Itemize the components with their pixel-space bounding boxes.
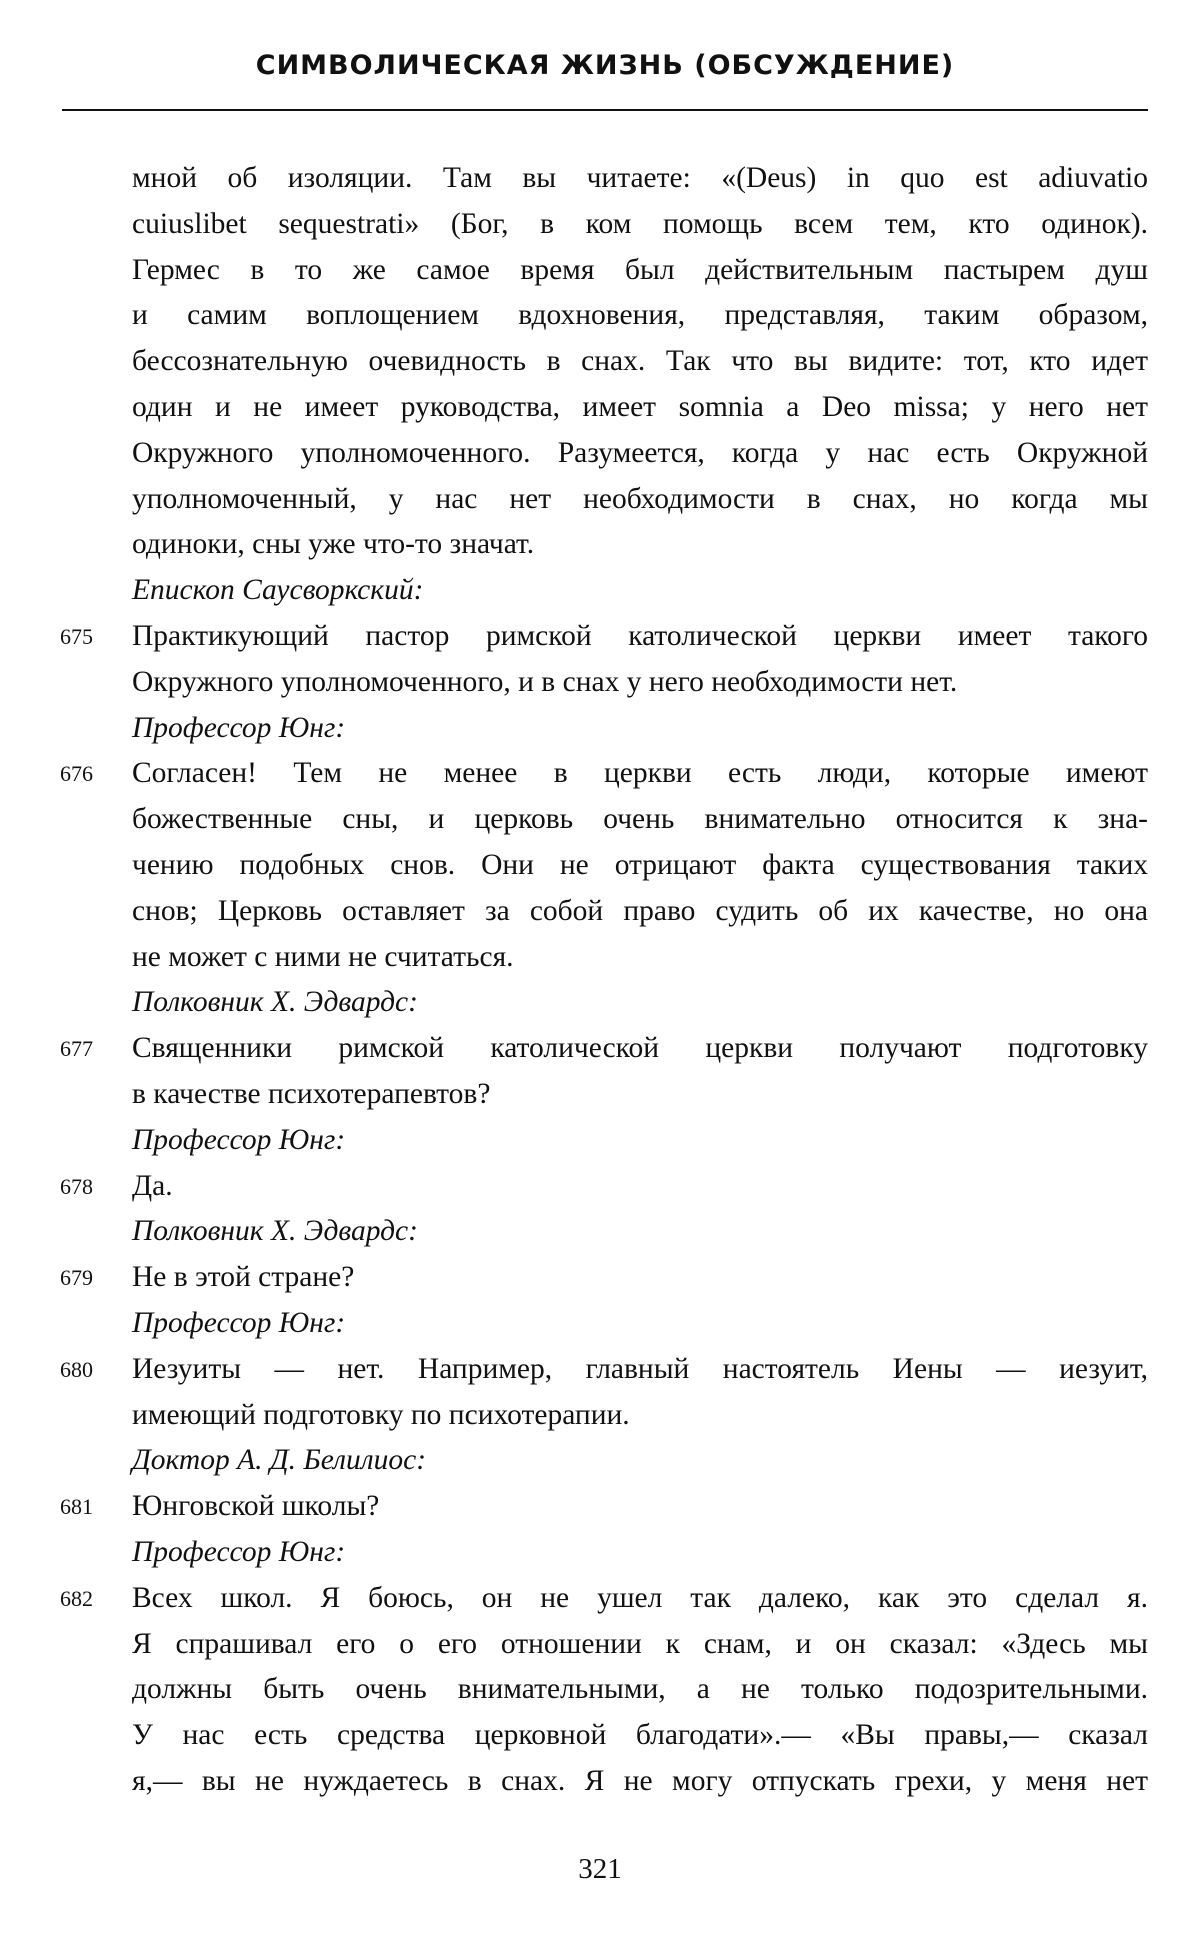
speaker-name: Полковник Х. Эдвардс: bbox=[132, 980, 1148, 1026]
text-line: Священники римской католической церкви получают подготовку bbox=[132, 1026, 1148, 1072]
text-line: Иезуиты — нет. Например, главный настоятель Иены — иезуит, bbox=[132, 1347, 1148, 1393]
speech-paragraph bbox=[132, 1164, 1148, 1210]
text-line: божественные сны, и церковь очень внимательно относится к зна- bbox=[132, 797, 1148, 843]
paragraph-number: 676 bbox=[60, 751, 93, 797]
page-number: 321 bbox=[0, 1853, 1200, 1886]
speech-paragraph bbox=[132, 1576, 1148, 1805]
text-line: Да. bbox=[132, 1164, 1148, 1210]
text-line: Я спрашивал его о его отношении к снам, и он сказал: «Здесь мы bbox=[132, 1622, 1148, 1668]
paragraph-number: 680 bbox=[60, 1347, 93, 1393]
speech-paragraph bbox=[132, 1255, 1148, 1301]
speech-paragraph bbox=[132, 1347, 1148, 1439]
text-line: Юнговской школы? bbox=[132, 1484, 1148, 1530]
text-line: Окружного уполномоченного, и в снах у него необходимости нет. bbox=[132, 660, 1148, 706]
speaker-name: Доктор А. Д. Белилиос: bbox=[132, 1438, 1148, 1484]
text-line: и самим воплощением вдохновения, представляя, таким образом, bbox=[132, 293, 1148, 339]
text-line: чению подобных снов. Они не отрицают факта существования таких bbox=[132, 843, 1148, 889]
text-line: cuiuslibet sequestrati» (Бог, в ком помощь всем тем, кто одинок). bbox=[132, 202, 1148, 248]
text-line: имеющий подготовку по психотерапии. bbox=[132, 1393, 1148, 1439]
paragraph-number: 682 bbox=[60, 1576, 93, 1622]
text-line: Окружного уполномоченного. Разумеется, когда у нас есть Окружной bbox=[132, 431, 1148, 477]
speaker-name: Епископ Саусворкский: bbox=[132, 568, 1148, 614]
text-line: У нас есть средства церковной благодати».— «Вы правы,— сказал bbox=[132, 1713, 1148, 1759]
text-line: в качестве психотерапевтов? bbox=[132, 1072, 1148, 1118]
text-line: уполномоченный, у нас нет необходимости в снах, но когда мы bbox=[132, 477, 1148, 523]
text-line: снов; Церковь оставляет за собой право судить об их качестве, но она bbox=[132, 889, 1148, 935]
speech-paragraph bbox=[132, 614, 1148, 706]
speaker-name: Профессор Юнг: bbox=[132, 1118, 1148, 1164]
running-header: СИМВОЛИЧЕСКАЯ ЖИЗНЬ (ОБСУЖДЕНИЕ) bbox=[62, 50, 1148, 81]
header-rule bbox=[62, 109, 1148, 111]
paragraph-number: 679 bbox=[60, 1255, 93, 1301]
text-line: Гермес в то же самое время был действительным пастырем душ bbox=[132, 248, 1148, 294]
paragraph-number: 678 bbox=[60, 1164, 93, 1210]
text-line: одиноки, сны уже что-то значат. bbox=[132, 522, 1148, 568]
speech-paragraph bbox=[132, 1026, 1148, 1118]
paragraph-number: 681 bbox=[60, 1484, 93, 1530]
text-line: один и не имеет руководства, имеет somnia a Deo missa; у него нет bbox=[132, 385, 1148, 431]
speaker-name: Профессор Юнг: bbox=[132, 1530, 1148, 1576]
page-body bbox=[132, 156, 1148, 1805]
text-line: Всех школ. Я боюсь, он не ушел так далеко, как это сделал я. bbox=[132, 1576, 1148, 1622]
speaker-name: Профессор Юнг: bbox=[132, 1301, 1148, 1347]
paragraph-number: 677 bbox=[60, 1026, 93, 1072]
text-line: бессознательную очевидность в снах. Так что вы видите: тот, кто идет bbox=[132, 339, 1148, 385]
text-line: я,— вы не нуждаетесь в снах. Я не могу отпускать грехи, у меня нет bbox=[132, 1759, 1148, 1805]
paragraph-number: 675 bbox=[60, 614, 93, 660]
speaker-name: Профессор Юнг: bbox=[132, 706, 1148, 752]
text-line: не может с ними не считаться. bbox=[132, 935, 1148, 981]
speech-paragraph bbox=[132, 751, 1148, 980]
text-line: Не в этой стране? bbox=[132, 1255, 1148, 1301]
speech-paragraph bbox=[132, 1484, 1148, 1530]
text-line: Согласен! Тем не менее в церкви есть люди, которые имеют bbox=[132, 751, 1148, 797]
text-line: должны быть очень внимательными, а не только подозрительными. bbox=[132, 1667, 1148, 1713]
intro-paragraph bbox=[132, 156, 1148, 568]
text-line: мной об изоляции. Там вы читаете: «(Deus) in quo est adiuvatio bbox=[132, 156, 1148, 202]
text-line: Практикующий пастор римской католической церкви имеет такого bbox=[132, 614, 1148, 660]
speaker-name: Полковник Х. Эдвардс: bbox=[132, 1209, 1148, 1255]
